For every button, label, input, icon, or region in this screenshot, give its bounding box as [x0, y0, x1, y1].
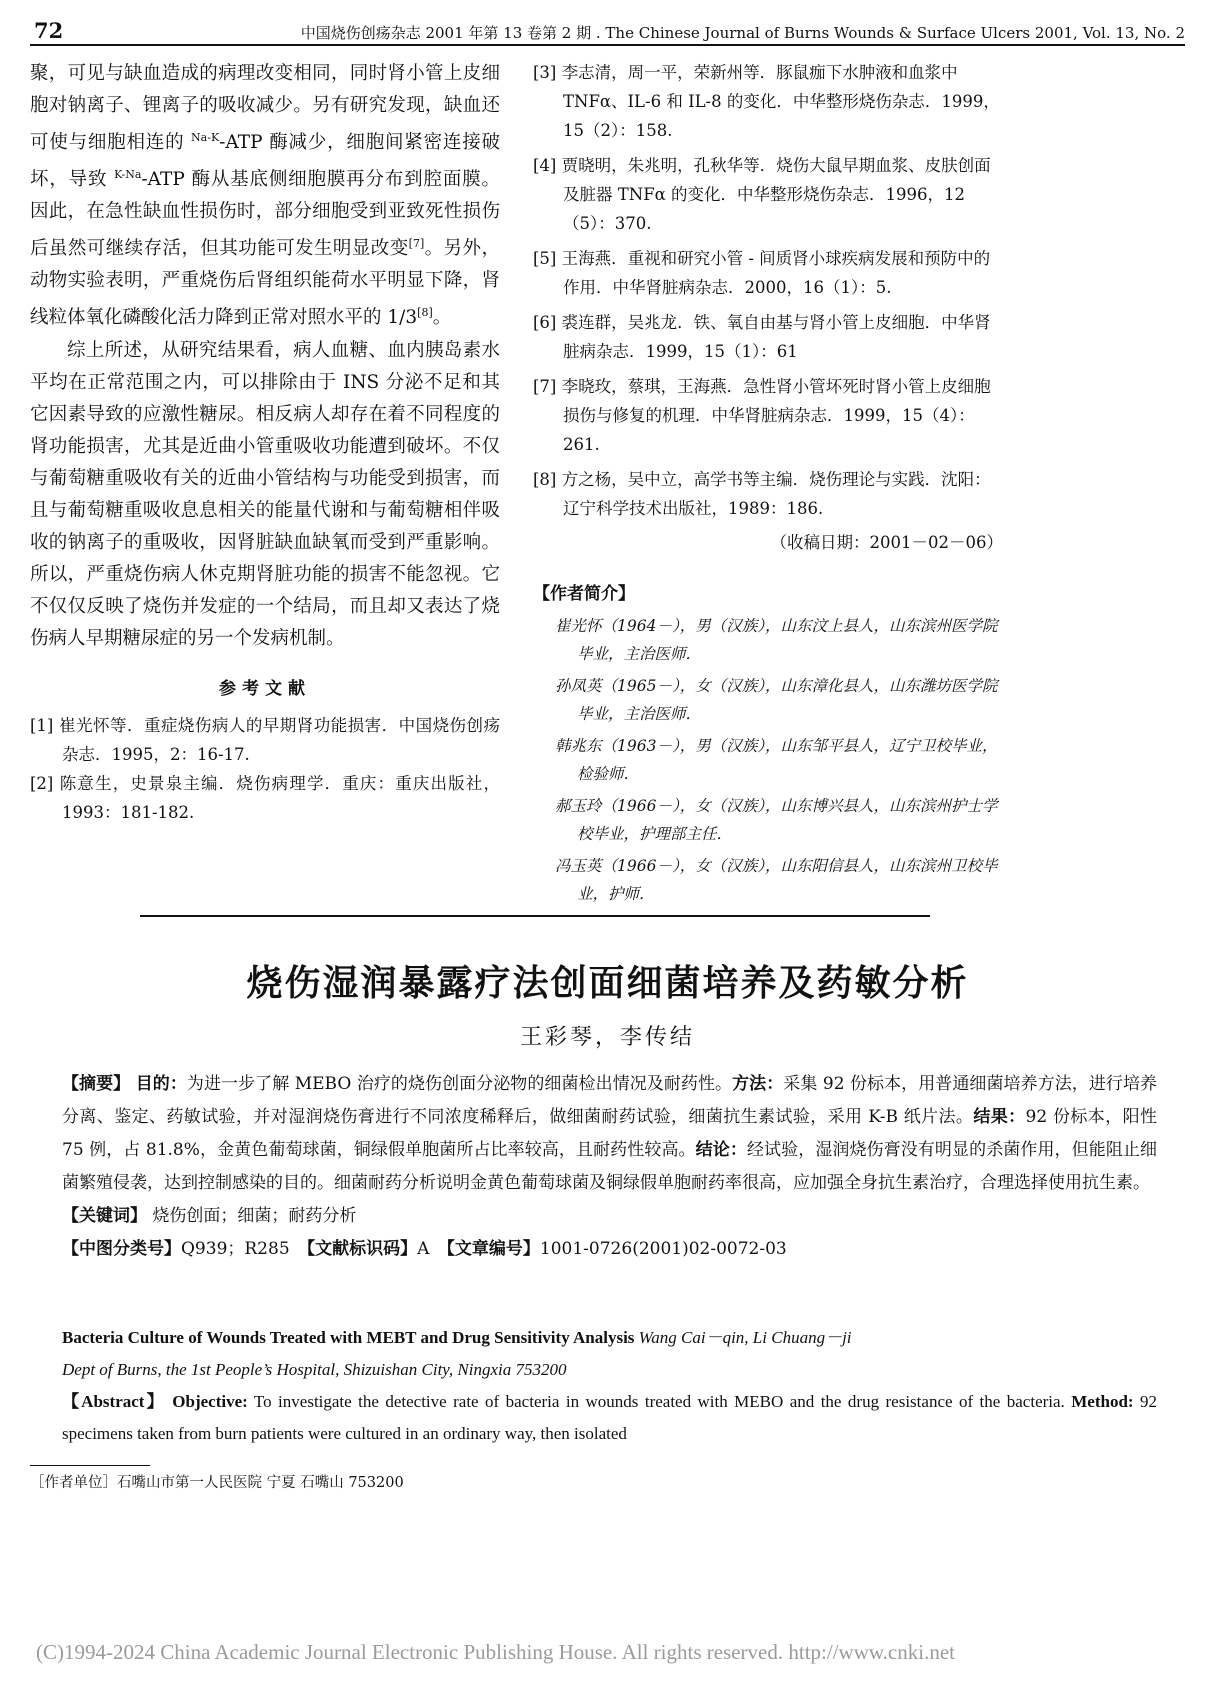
- keywords-line: 【关键词】 烧伤创面；细菌；耐药分析: [62, 1206, 357, 1226]
- reference-item: [6] 裘连群，吴兆龙．铁、氧自由基与肾小管上皮细胞．中华肾脏病杂志．1999，15（1）：61: [533, 313, 991, 361]
- left-column: [30, 58, 500, 827]
- author-bio: 郝玉玲（1966－），女（汉族），山东博兴县人，山东滨州护士学校毕业，护理部主任．: [555, 797, 998, 843]
- english-affiliation: Dept of Burns, the 1st People’s Hospital, Shizuishan City, Ningxia 753200: [62, 1360, 567, 1379]
- english-title-line: Bacteria Culture of Wounds Treated with MEBT and Drug Sensitivity Analysis Wang Cai－qin, Li Chuang－ji: [62, 1328, 852, 1347]
- author-bio-heading: 【作者简介】: [533, 584, 635, 604]
- reference-item: [2] 陈意生，史景泉主编．烧伤病理学．重庆：重庆出版社，1993：181-182.: [30, 773, 500, 822]
- author-bio: 冯玉英（1966－），女（汉族），山东阳信县人，山东滨州卫校毕业，护师．: [555, 857, 998, 903]
- chinese-abstract: [62, 1068, 1157, 1266]
- reference-item: [1] 崔光怀等．重症烧伤病人的早期肾功能损害．中国烧伤创疡杂志．1995，2：16-17.: [30, 715, 500, 764]
- author-bio: 韩兆东（1963－），男（汉族），山东邹平县人，辽宁卫校毕业，检验师．: [555, 737, 998, 783]
- running-header: [30, 18, 1185, 46]
- article-title: 烧伤湿润暴露疗法创面细菌培养及药敏分析: [246, 963, 969, 1004]
- english-abstract: [62, 1322, 1157, 1450]
- right-column: [533, 58, 1003, 912]
- journal-running-title: 中国烧伤创疡杂志 2001 年第 13 卷第 2 期 . The Chinese Journal of Burns Wounds & Surface Ulcers 2001, Vol. 13, No. 2: [300, 24, 1185, 42]
- body-paragraph: 综上所述，从研究结果看，病人血糖、血内胰岛素水平均在正常范围之内，可以排除由于 INS 分泌不足和其它因素导致的应激性糖尿。相反病人却存在着不同程度的肾功能损害，尤其是近曲小管重吸收功能遭到破坏。不仅与葡萄糖重吸收有关的近曲小管结构与功能受到损害，而且与葡萄糖重吸收息息相关的能量代谢和与葡萄糖相伴吸收的钠离子的重吸收，因肾脏缺血缺氧而受到严重影响。所以，严重烧伤病人休克期肾脏功能的损害不能忽视。它不仅仅反映了烧伤并发症的一个结局，而且却又表达了烧伤病人早期糖尿症的另一个发病机制。: [30, 339, 500, 649]
- abstract-paragraph: 【摘要】 目的：为进一步了解 MEBO 治疗的烧伤创面分泌物的细菌检出情况及耐药性。方法：采集 92 份标本，用普通细菌培养方法，进行培养分离、鉴定、药敏试验，并对湿润烧伤膏进行不同浓度稀释后，做细菌耐药试验，细菌抗生素试验，采用 K-B 纸片法。结果：92 份标本，阳性 75 例，占 81.8%，金黄色葡萄球菌，铜绿假单胞菌所占比率较高，且耐药性较高。结论：经试验，湿润烧伤膏没有明显的杀菌作用，但能阻止细菌繁殖侵袭，达到控制感染的目的。细菌耐药分析说明金黄色葡萄球菌及铜绿假单胞耐药率很高，应加强全身抗生素治疗，合理选择使用抗生素。: [62, 1074, 1158, 1193]
- page-number: 72: [34, 18, 64, 43]
- reference-item: [8] 方之杨，吴中立，高学书等主编．烧伤理论与实践．沈阳：辽宁科学技术出版社，1989：186.: [533, 470, 991, 518]
- author-bio: 崔光怀（1964－），男（汉族），山东汶上县人，山东滨州医学院毕业，主治医师．: [555, 617, 998, 663]
- section-divider: [140, 915, 930, 917]
- reference-item: [4] 贾晓明，朱兆明，孔秋华等．烧伤大鼠早期血浆、皮肤创面及脏器 TNFα 的变化．中华整形烧伤杂志．1996，12（5）：370.: [533, 156, 991, 233]
- reference-item: [5] 王海燕．重视和研究小管 - 间质肾小球疾病发展和预防中的作用．中华肾脏病杂志．2000，16（1）：5.: [533, 249, 991, 297]
- author-affiliation-footnote: ［作者单位］石嘴山市第一人民医院 宁夏 石嘴山 753200: [30, 1475, 404, 1491]
- reference-item: [7] 李晓玫，蔡琪，王海燕．急性肾小管坏死时肾小管上皮细胞损伤与修复的机理．中华肾脏病杂志．1999，15（4）：261.: [533, 377, 991, 454]
- classification-line: 【中图分类号】Q939；R285 【文献标识码】A 【文章编号】1001-0726(2001)02-0072-03: [62, 1239, 787, 1259]
- copyright-watermark: (C)1994-2024 China Academic Journal Electronic Publishing House. All rights reserved. http://www.cnki.net: [36, 1640, 955, 1664]
- author-bio: 孙凤英（1965－），女（汉族），山东漳化县人，山东潍坊医学院毕业，主治医师．: [555, 677, 998, 723]
- article-authors: 王彩琴，李传结: [519, 1025, 695, 1050]
- english-abstract-text: 【Abstract】 Objective: To investigate the detective rate of bacteria in wounds treated with MEBO and the drug resistance of the bacteria. Method: 92 specimens taken from burn patients were cultured in an ordinary way, then isolated: [62, 1392, 1158, 1443]
- references-heading: 参考文献: [219, 678, 311, 699]
- body-paragraph: 聚，可见与缺血造成的病理改变相同，同时肾小管上皮细胞对钠离子、锂离子的吸收减少。另有研究发现，缺血还可使与细胞相连的 $^{Na-K}$-ATP 酶减少，细胞间紧密连接破坏，导致 $^{K-Na}$-ATP 酶从基底侧细胞膜再分布到腔面膜。因此，在急性缺血性损伤时，部分细胞受到亚致死性损伤后虽然可继续存活，但其功能可发生明显改变[7]。另外，动物实验表明，严重烧伤后肾组织能荷水平明显下降，肾线粒体氧化磷酸化活力降到正常对照水平的 1/3[8]。: [30, 63, 500, 329]
- received-date: （收稿日期：2001－02－06）: [770, 533, 1003, 552]
- reference-item: [3] 李志清，周一平，荣新州等．豚鼠痂下水肿液和血浆中 TNFα、IL-6 和 IL-8 的变化．中华整形烧伤杂志．1999，15（2）：158.: [533, 63, 1000, 140]
- footnote-rule: [30, 1465, 150, 1466]
